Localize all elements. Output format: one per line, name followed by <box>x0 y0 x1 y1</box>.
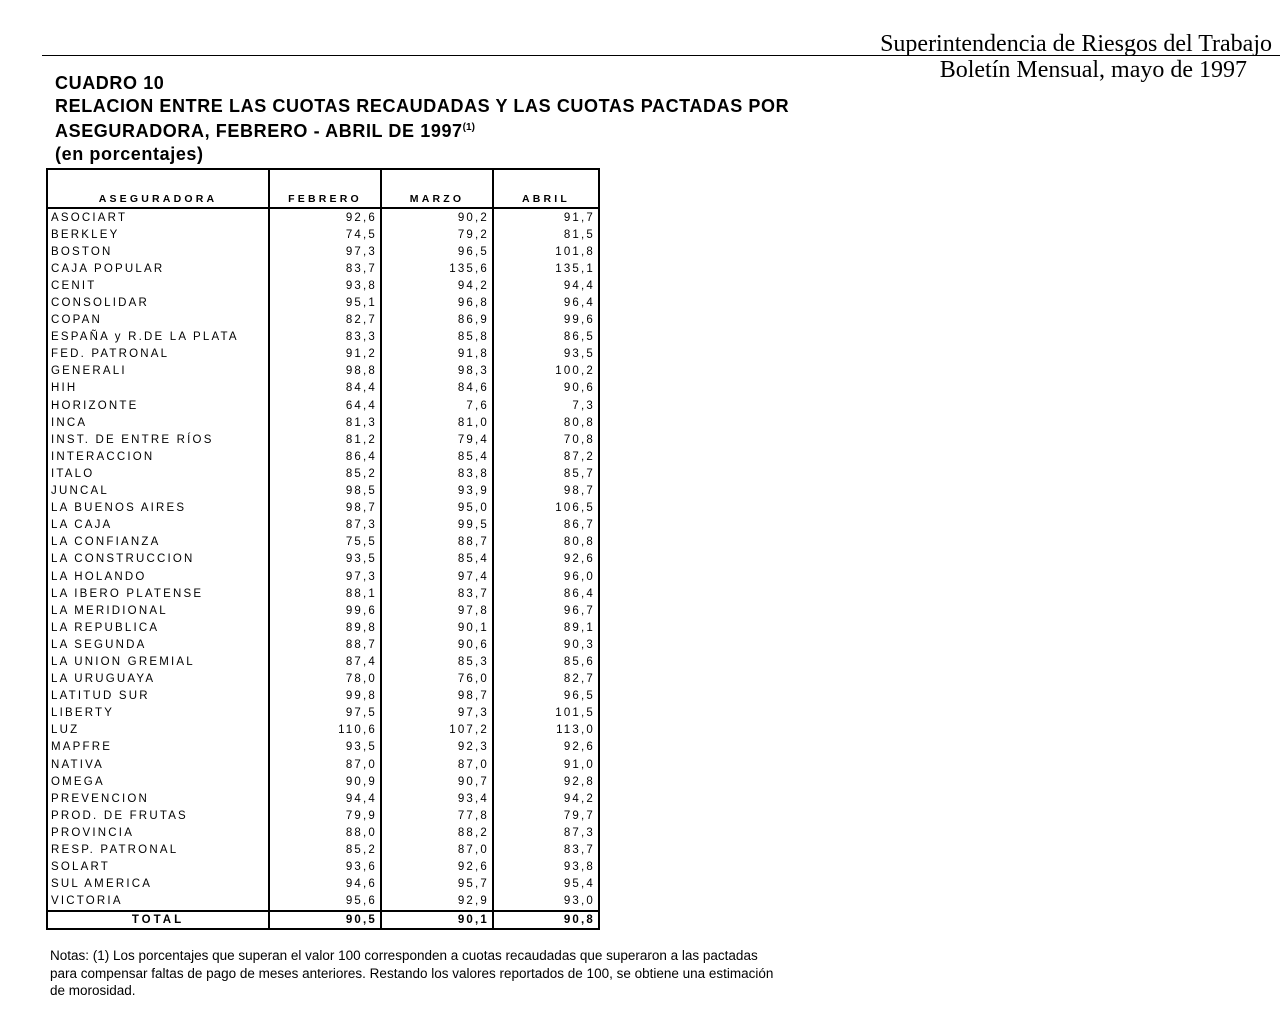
insurer-name: LA MERIDIONAL <box>47 602 269 619</box>
table-row <box>47 483 599 500</box>
value-abril: 96,0 <box>493 568 599 585</box>
insurer-name: FED. PATRONAL <box>47 346 269 363</box>
insurer-name: SOLART <box>47 859 269 876</box>
insurer-name: CENIT <box>47 277 269 294</box>
insurer-name: PROVINCIA <box>47 824 269 841</box>
insurer-name: LA CONFIANZA <box>47 534 269 551</box>
value-febrero: 97,3 <box>269 243 381 260</box>
value-febrero: 78,0 <box>269 671 381 688</box>
value-febrero: 75,5 <box>269 534 381 551</box>
value-marzo: 90,2 <box>381 208 493 226</box>
value-febrero: 93,6 <box>269 859 381 876</box>
table-row <box>47 756 599 773</box>
table-row <box>47 346 599 363</box>
value-abril: 79,7 <box>493 807 599 824</box>
value-febrero: 85,2 <box>269 465 381 482</box>
table-row <box>47 671 599 688</box>
value-febrero: 95,1 <box>269 294 381 311</box>
column-header-febrero: FEBRERO <box>269 169 381 208</box>
table-row <box>47 893 599 911</box>
value-febrero: 83,7 <box>269 260 381 277</box>
value-abril: 86,7 <box>493 517 599 534</box>
value-marzo: 95,7 <box>381 876 493 893</box>
value-febrero: 93,8 <box>269 277 381 294</box>
value-febrero: 83,3 <box>269 329 381 346</box>
value-abril: 98,7 <box>493 483 599 500</box>
value-marzo: 97,4 <box>381 568 493 585</box>
insurer-name: VICTORIA <box>47 893 269 911</box>
title-footnote-ref: (1) <box>462 122 475 133</box>
value-marzo: 96,5 <box>381 243 493 260</box>
value-febrero: 90,9 <box>269 773 381 790</box>
value-marzo: 94,2 <box>381 277 493 294</box>
value-abril: 92,6 <box>493 739 599 756</box>
value-febrero: 110,6 <box>269 722 381 739</box>
value-abril: 90,6 <box>493 380 599 397</box>
table-title <box>55 72 789 165</box>
value-marzo: 98,3 <box>381 363 493 380</box>
value-marzo: 107,2 <box>381 722 493 739</box>
footnotes <box>50 947 980 1000</box>
insurer-name: LA CAJA <box>47 517 269 534</box>
value-febrero: 94,4 <box>269 790 381 807</box>
insurer-name: LIBERTY <box>47 705 269 722</box>
value-marzo: 97,3 <box>381 705 493 722</box>
total-marzo: 90,1 <box>381 911 493 929</box>
table-row <box>47 312 599 329</box>
insurer-name: LA UNION GREMIAL <box>47 653 269 670</box>
value-marzo: 79,2 <box>381 226 493 243</box>
table-row <box>47 294 599 311</box>
footnote-line-3: de morosidad. <box>50 983 136 998</box>
table-row <box>47 448 599 465</box>
value-marzo: 95,0 <box>381 500 493 517</box>
value-marzo: 85,4 <box>381 448 493 465</box>
value-febrero: 98,8 <box>269 363 381 380</box>
value-marzo: 92,3 <box>381 739 493 756</box>
column-header-abril: ABRIL <box>493 169 599 208</box>
value-abril: 92,8 <box>493 773 599 790</box>
value-marzo: 87,0 <box>381 756 493 773</box>
value-abril: 91,7 <box>493 208 599 226</box>
data-table <box>46 168 600 930</box>
insurer-name: LA HOLANDO <box>47 568 269 585</box>
table-row <box>47 585 599 602</box>
insurer-name: BERKLEY <box>47 226 269 243</box>
table-row <box>47 653 599 670</box>
table-row <box>47 260 599 277</box>
insurer-name: ESPAÑA y R.DE LA PLATA <box>47 329 269 346</box>
value-abril: 95,4 <box>493 876 599 893</box>
value-marzo: 92,9 <box>381 893 493 911</box>
footnote-line-2: para compensar faltas de pago de meses anteriores. Restando los valores reportados de 100, se obtiene una estimación <box>50 965 774 981</box>
insurer-name: LUZ <box>47 722 269 739</box>
table-row <box>47 841 599 858</box>
value-marzo: 88,2 <box>381 824 493 841</box>
table-row <box>47 807 599 824</box>
value-abril: 81,5 <box>493 226 599 243</box>
value-marzo: 87,0 <box>381 841 493 858</box>
value-marzo: 90,6 <box>381 636 493 653</box>
insurer-name: CAJA POPULAR <box>47 260 269 277</box>
table-row <box>47 414 599 431</box>
insurer-name: LATITUD SUR <box>47 688 269 705</box>
table-row <box>47 636 599 653</box>
title-units: (en porcentajes) <box>55 143 204 164</box>
value-abril: 93,0 <box>493 893 599 911</box>
value-abril: 93,8 <box>493 859 599 876</box>
column-header-aseguradora: ASEGURADORA <box>47 169 269 208</box>
insurer-name: LA SEGUNDA <box>47 636 269 653</box>
insurer-name: LA URUGUAYA <box>47 671 269 688</box>
value-febrero: 99,6 <box>269 602 381 619</box>
value-febrero: 84,4 <box>269 380 381 397</box>
value-febrero: 97,5 <box>269 705 381 722</box>
insurer-name: JUNCAL <box>47 483 269 500</box>
insurer-name: BOSTON <box>47 243 269 260</box>
value-febrero: 87,4 <box>269 653 381 670</box>
value-marzo: 93,9 <box>381 483 493 500</box>
table-row <box>47 739 599 756</box>
value-marzo: 85,8 <box>381 329 493 346</box>
table-row <box>47 551 599 568</box>
table-row <box>47 705 599 722</box>
column-header-marzo: MARZO <box>381 169 493 208</box>
value-febrero: 86,4 <box>269 448 381 465</box>
header-bulletin: Boletín Mensual, mayo de 1997 <box>939 57 1247 83</box>
value-marzo: 88,7 <box>381 534 493 551</box>
value-abril: 100,2 <box>493 363 599 380</box>
table-row <box>47 688 599 705</box>
insurer-name: HIH <box>47 380 269 397</box>
value-febrero: 64,4 <box>269 397 381 414</box>
value-febrero: 82,7 <box>269 312 381 329</box>
value-marzo: 79,4 <box>381 431 493 448</box>
insurer-name: PROD. DE FRUTAS <box>47 807 269 824</box>
total-row <box>47 911 599 929</box>
insurer-name: MAPFRE <box>47 739 269 756</box>
table-header-row <box>47 169 599 208</box>
insurer-name: PREVENCION <box>47 790 269 807</box>
value-abril: 86,5 <box>493 329 599 346</box>
value-abril: 85,7 <box>493 465 599 482</box>
value-abril: 99,6 <box>493 312 599 329</box>
value-abril: 96,5 <box>493 688 599 705</box>
table-row <box>47 208 599 226</box>
table-row <box>47 277 599 294</box>
table-row <box>47 517 599 534</box>
value-abril: 94,4 <box>493 277 599 294</box>
value-febrero: 81,2 <box>269 431 381 448</box>
total-label: TOTAL <box>47 911 269 929</box>
insurer-name: COPAN <box>47 312 269 329</box>
value-febrero: 97,3 <box>269 568 381 585</box>
value-marzo: 98,7 <box>381 688 493 705</box>
table-row <box>47 380 599 397</box>
value-abril: 83,7 <box>493 841 599 858</box>
table-row <box>47 568 599 585</box>
value-marzo: 135,6 <box>381 260 493 277</box>
table-body <box>47 208 599 911</box>
value-abril: 87,2 <box>493 448 599 465</box>
insurer-name: ITALO <box>47 465 269 482</box>
value-marzo: 97,8 <box>381 602 493 619</box>
value-marzo: 90,7 <box>381 773 493 790</box>
table-row <box>47 431 599 448</box>
value-marzo: 93,4 <box>381 790 493 807</box>
insurer-name: HORIZONTE <box>47 397 269 414</box>
total-abril: 90,8 <box>493 911 599 929</box>
insurer-name: SUL AMERICA <box>47 876 269 893</box>
value-febrero: 81,3 <box>269 414 381 431</box>
value-abril: 80,8 <box>493 534 599 551</box>
value-abril: 135,1 <box>493 260 599 277</box>
value-marzo: 83,8 <box>381 465 493 482</box>
value-febrero: 93,5 <box>269 739 381 756</box>
insurer-name: INCA <box>47 414 269 431</box>
value-abril: 70,8 <box>493 431 599 448</box>
value-abril: 90,3 <box>493 636 599 653</box>
table-row <box>47 363 599 380</box>
value-abril: 92,6 <box>493 551 599 568</box>
value-marzo: 84,6 <box>381 380 493 397</box>
value-febrero: 88,7 <box>269 636 381 653</box>
value-marzo: 86,9 <box>381 312 493 329</box>
insurer-name: LA IBERO PLATENSE <box>47 585 269 602</box>
insurer-name: LA CONSTRUCCION <box>47 551 269 568</box>
value-abril: 101,8 <box>493 243 599 260</box>
insurer-name: LA REPUBLICA <box>47 619 269 636</box>
value-marzo: 90,1 <box>381 619 493 636</box>
table-row <box>47 465 599 482</box>
value-abril: 113,0 <box>493 722 599 739</box>
value-abril: 86,4 <box>493 585 599 602</box>
value-marzo: 83,7 <box>381 585 493 602</box>
value-abril: 89,1 <box>493 619 599 636</box>
insurer-name: ASOCIART <box>47 208 269 226</box>
value-abril: 101,5 <box>493 705 599 722</box>
value-febrero: 98,5 <box>269 483 381 500</box>
table-row <box>47 329 599 346</box>
value-abril: 7,3 <box>493 397 599 414</box>
table-row <box>47 500 599 517</box>
value-febrero: 88,0 <box>269 824 381 841</box>
header-organization: Superintendencia de Riesgos del Trabajo <box>880 31 1272 57</box>
value-febrero: 95,6 <box>269 893 381 911</box>
value-abril: 85,6 <box>493 653 599 670</box>
value-marzo: 76,0 <box>381 671 493 688</box>
table-row <box>47 790 599 807</box>
table-row <box>47 722 599 739</box>
value-febrero: 99,8 <box>269 688 381 705</box>
value-abril: 91,0 <box>493 756 599 773</box>
value-febrero: 89,8 <box>269 619 381 636</box>
table-row <box>47 859 599 876</box>
value-marzo: 92,6 <box>381 859 493 876</box>
value-febrero: 91,2 <box>269 346 381 363</box>
footnote-line-1: Notas: (1) Los porcentajes que superan el valor 100 corresponden a cuotas recaudadas que superaron a las pactadas <box>50 948 758 963</box>
total-febrero: 90,5 <box>269 911 381 929</box>
value-marzo: 85,4 <box>381 551 493 568</box>
value-febrero: 93,5 <box>269 551 381 568</box>
insurer-name: GENERALI <box>47 363 269 380</box>
value-febrero: 94,6 <box>269 876 381 893</box>
value-marzo: 91,8 <box>381 346 493 363</box>
value-abril: 96,7 <box>493 602 599 619</box>
value-abril: 96,4 <box>493 294 599 311</box>
table-row <box>47 773 599 790</box>
title-main-line-1: RELACION ENTRE LAS CUOTAS RECAUDADAS Y LAS CUOTAS PACTADAS POR <box>55 95 790 116</box>
value-febrero: 88,1 <box>269 585 381 602</box>
insurer-name: NATIVA <box>47 756 269 773</box>
table-row <box>47 397 599 414</box>
insurer-name: INST. DE ENTRE RÍOS <box>47 431 269 448</box>
value-abril: 93,5 <box>493 346 599 363</box>
title-main-line-2-text: ASEGURADORA, FEBRERO - ABRIL DE 1997 <box>55 121 463 141</box>
value-febrero: 79,9 <box>269 807 381 824</box>
insurer-name: OMEGA <box>47 773 269 790</box>
value-marzo: 77,8 <box>381 807 493 824</box>
value-febrero: 98,7 <box>269 500 381 517</box>
value-abril: 80,8 <box>493 414 599 431</box>
value-abril: 87,3 <box>493 824 599 841</box>
title-main-line-2 <box>55 117 789 143</box>
value-febrero: 87,3 <box>269 517 381 534</box>
insurer-name: RESP. PATRONAL <box>47 841 269 858</box>
title-table-number: CUADRO 10 <box>55 73 165 93</box>
value-marzo: 81,0 <box>381 414 493 431</box>
value-marzo: 7,6 <box>381 397 493 414</box>
value-marzo: 99,5 <box>381 517 493 534</box>
value-febrero: 87,0 <box>269 756 381 773</box>
insurer-name: LA BUENOS AIRES <box>47 500 269 517</box>
value-febrero: 85,2 <box>269 841 381 858</box>
value-abril: 106,5 <box>493 500 599 517</box>
table-row <box>47 534 599 551</box>
table-row <box>47 243 599 260</box>
value-febrero: 92,6 <box>269 208 381 226</box>
table-row <box>47 619 599 636</box>
value-febrero: 74,5 <box>269 226 381 243</box>
value-marzo: 96,8 <box>381 294 493 311</box>
insurer-name: INTERACCION <box>47 448 269 465</box>
table-row <box>47 226 599 243</box>
table-row <box>47 602 599 619</box>
value-abril: 82,7 <box>493 671 599 688</box>
table-row <box>47 876 599 893</box>
value-abril: 94,2 <box>493 790 599 807</box>
insurer-name: CONSOLIDAR <box>47 294 269 311</box>
value-marzo: 85,3 <box>381 653 493 670</box>
table-row <box>47 824 599 841</box>
